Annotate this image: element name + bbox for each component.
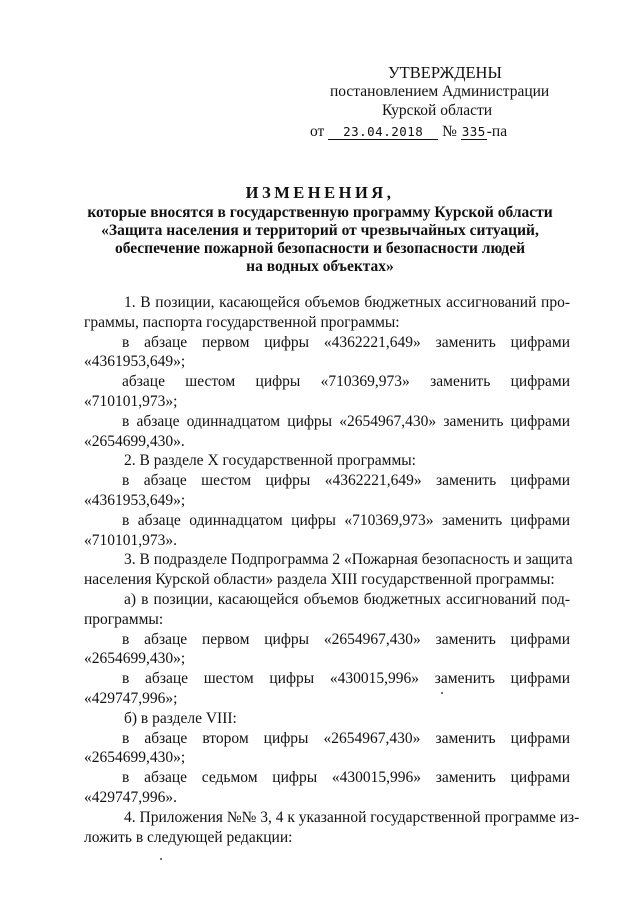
body-line: 4. Приложения №№ 3, 4 к указанной государственной программе из- — [124, 808, 580, 826]
scan-speck — [160, 858, 162, 860]
body-line: «2654699,430». — [84, 432, 185, 450]
body-line: 2. В разделе X государственной программы: — [124, 452, 416, 470]
approval-region: Курской области — [382, 102, 493, 119]
body-line: граммы, паспорта государственной программы: — [84, 313, 400, 331]
approval-issuer: постановлением Администрации — [330, 83, 550, 100]
approval-date: 23.04.2018 — [328, 124, 438, 140]
body-line: 1. В позиции, касающейся объемов бюджетных ассигнований про- — [124, 294, 570, 311]
body-line: «429747,996»; — [84, 689, 178, 707]
body-line: 3. В подразделе Подпрограмма 2 «Пожарная безопасность и защита — [124, 551, 573, 569]
body-line: в абзаце одиннадцатом цифры «2654967,430» заменить цифрами — [122, 412, 570, 430]
approval-block — [310, 63, 570, 141]
body-line: в абзаце первом цифры «2654967,430» заменить цифрами — [122, 630, 570, 648]
document-title — [60, 184, 580, 276]
body-line: программы: — [84, 610, 164, 628]
body-line: «429747,996». — [84, 788, 177, 806]
body-line: «4361953,649»; — [84, 491, 186, 509]
title-line: которые вносятся в государственную программу Курской области — [87, 204, 553, 221]
body-line: в абзаце седьмом цифры «430015,996» заменить цифрами — [122, 769, 570, 787]
body-line: абзаце шестом цифры «710369,973» заменить цифрами — [122, 373, 570, 391]
title-main: ИЗМЕНЕНИЯ, — [245, 183, 395, 202]
body-line: в абзаце шестом цифры «4362221,649» заменить цифрами — [122, 472, 570, 490]
title-line: на водных объектах» — [246, 258, 394, 275]
number-prefix: № — [442, 123, 457, 140]
body-line: в абзаце втором цифры «2654967,430» заменить цифрами — [122, 729, 570, 747]
approval-date-line — [310, 122, 570, 141]
body-line: а) в позиции, касающейся объемов бюджетных ассигнований под- — [124, 590, 570, 608]
body-line: «4361953,649»; — [84, 353, 186, 371]
body-line: «2654699,430»; — [84, 650, 186, 668]
body-line: населения Курской области» раздела XIII государственной программы: — [84, 571, 555, 589]
body-line: в абзаце шестом цифры «430015,996» заменить цифрами — [122, 670, 570, 688]
title-line: «Защита населения и территорий от чрезвычайных ситуаций, — [101, 222, 539, 239]
body-line: б) в разделе VIII: — [124, 709, 237, 727]
body-line: ложить в следующей редакции: — [84, 828, 293, 846]
number-suffix: -па — [486, 123, 508, 140]
title-line: обеспечение пожарной безопасности и безопасности людей — [114, 240, 526, 257]
body-line: «2654699,430»; — [84, 749, 186, 767]
body-line: «710101,973». — [84, 531, 177, 549]
date-prefix: от — [310, 123, 325, 140]
body-line: в абзаце одиннадцатом цифры «710369,973» заменить цифрами — [122, 511, 570, 529]
amendments-body — [84, 293, 580, 847]
body-line: в абзаце первом цифры «4362221,649» заменить цифрами — [122, 333, 570, 351]
body-line: «710101,973»; — [84, 392, 178, 410]
approval-number: 335 — [461, 124, 486, 139]
scan-speck — [441, 692, 443, 694]
approval-heading: УТВЕРЖДЕНЫ — [388, 63, 502, 82]
